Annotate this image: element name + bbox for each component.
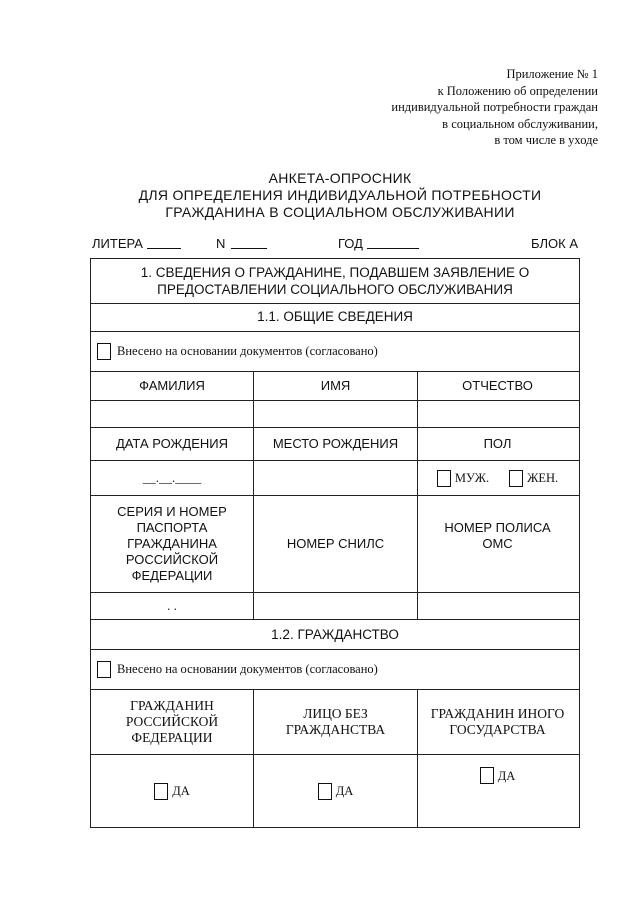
block-label: БЛОК А	[530, 236, 578, 251]
name-header-row	[91, 371, 579, 400]
header-name: ИМЯ	[253, 372, 417, 400]
documents-label: Внесено на основании документов (согласовано)	[117, 344, 378, 358]
passport-field[interactable]: . .	[167, 598, 177, 613]
header-line: ЛИЦО БЕЗ	[303, 706, 368, 721]
header-line: РОССИЙСКОЙ	[125, 714, 219, 729]
header-line: ФЕДЕРАЦИИ	[131, 730, 213, 745]
passport-line: СЕРИЯ И НОМЕР	[117, 504, 227, 519]
number-label: N	[216, 236, 226, 251]
header-foreign-citizen	[417, 690, 577, 754]
header-line: ГРАЖДАНИН	[130, 698, 214, 713]
documents-header-row	[91, 495, 579, 592]
oms-line: НОМЕР ПОЛИСА	[444, 520, 551, 535]
title-line: ДЛЯ ОПРЕДЕЛЕНИЯ ИНДИВИДУАЛЬНОЙ ПОТРЕБНОСТИ	[138, 187, 542, 203]
checkbox[interactable]	[509, 470, 523, 487]
appendix-line: к Положению об определении	[437, 83, 598, 98]
number-field[interactable]	[216, 236, 225, 251]
litera-field[interactable]	[92, 236, 143, 251]
questionnaire-form	[90, 258, 580, 828]
header-line: ГРАЖДАНИН ИНОГО	[430, 706, 565, 721]
documents-checkbox-row[interactable]	[91, 331, 579, 371]
section-1-title: ПРЕДОСТАВЛЕНИИ СОЦИАЛЬНОГО ОБСЛУЖИВАНИЯ	[157, 282, 513, 297]
section-1-title: 1. СВЕДЕНИЯ О ГРАЖДАНИНЕ, ПОДАВШЕМ ЗАЯВЛЕНИЕ О	[140, 265, 530, 280]
meta-row	[92, 236, 578, 252]
stateless-answer	[253, 755, 417, 827]
header-russian-citizen	[91, 690, 253, 754]
birth-date-field[interactable]: __.__.____	[142, 470, 202, 485]
header-stateless	[253, 690, 417, 754]
title-line: АНКЕТА-ОПРОСНИК	[268, 170, 412, 186]
header-line: ГОСУДАРСТВА	[449, 722, 546, 737]
documents-input-row	[91, 592, 579, 619]
checkbox[interactable]	[97, 343, 111, 360]
surname-field[interactable]	[91, 401, 253, 427]
header-line: ГРАЖДАНСТВА	[285, 722, 386, 737]
yes-label: ДА	[172, 784, 190, 798]
foreign-citizen-yes[interactable]	[480, 767, 516, 784]
title-line: ГРАЖДАНИНА В СОЦИАЛЬНОМ ОБСЛУЖИВАНИИ	[165, 204, 515, 220]
number-blank[interactable]	[231, 236, 267, 249]
sex-options	[417, 461, 577, 495]
russian-citizen-yes[interactable]	[154, 783, 190, 800]
documents-label: Внесено на основании документов (согласовано)	[117, 662, 378, 676]
citizenship-answer-row	[91, 754, 579, 827]
document-title	[60, 170, 620, 221]
patronymic-field[interactable]	[417, 401, 577, 427]
sex-male-option[interactable]	[437, 470, 489, 487]
checkbox[interactable]	[318, 783, 332, 800]
header-patronymic: ОТЧЕСТВО	[417, 372, 577, 400]
section-1-header	[91, 259, 579, 303]
oms-line: ОМС	[482, 536, 513, 551]
birth-input-row	[91, 460, 579, 495]
birth-header-row	[91, 427, 579, 460]
subsection-citizenship: 1.2. ГРАЖДАНСТВО	[91, 619, 579, 649]
checkbox[interactable]	[437, 470, 451, 487]
russian-citizen-answer	[91, 755, 253, 827]
appendix-line: в социальном обслуживании,	[442, 116, 598, 131]
header-passport	[91, 496, 253, 592]
yes-label: ДА	[335, 784, 354, 798]
litera-blank[interactable]	[147, 236, 181, 249]
header-snils: НОМЕР СНИЛС	[253, 496, 417, 592]
yes-label: ДА	[497, 768, 516, 783]
passport-line: РОССИЙСКОЙ	[125, 552, 219, 567]
subsection-general: 1.1. ОБЩИЕ СВЕДЕНИЯ	[91, 303, 579, 331]
passport-line: ПАСПОРТА	[136, 520, 208, 535]
snils-field[interactable]	[253, 593, 417, 619]
appendix-header	[391, 66, 598, 149]
appendix-line: Приложение № 1	[506, 67, 598, 81]
litera-label: ЛИТЕРА	[92, 236, 143, 251]
sex-male-label: МУЖ.	[454, 471, 490, 485]
name-input-row	[91, 400, 579, 427]
sex-female-label: ЖЕН.	[527, 471, 559, 485]
stateless-yes[interactable]	[318, 783, 354, 800]
year-blank[interactable]	[367, 236, 419, 249]
header-oms	[417, 496, 577, 592]
sex-female-option[interactable]	[509, 470, 558, 487]
name-field[interactable]	[253, 401, 417, 427]
appendix-line: индивидуальной потребности граждан	[391, 100, 598, 114]
appendix-line: в том числе в уходе	[494, 133, 598, 147]
header-birth-date: ДАТА РОЖДЕНИЯ	[115, 436, 229, 451]
checkbox[interactable]	[154, 783, 168, 800]
header-surname: ФАМИЛИЯ	[139, 378, 205, 393]
checkbox[interactable]	[480, 767, 494, 784]
header-sex: ПОЛ	[417, 428, 577, 460]
year-field[interactable]	[338, 236, 363, 251]
citizenship-header-row	[91, 689, 579, 754]
citizenship-documents-checkbox-row[interactable]	[91, 649, 579, 689]
passport-line: ГРАЖДАНИНА	[127, 536, 217, 551]
checkbox[interactable]	[97, 661, 111, 678]
year-label: ГОД	[338, 236, 363, 251]
birth-place-field[interactable]	[253, 461, 417, 495]
passport-line: ФЕДЕРАЦИИ	[131, 568, 213, 583]
oms-field[interactable]	[417, 593, 577, 619]
foreign-citizen-answer	[417, 755, 577, 827]
header-birth-place: МЕСТО РОЖДЕНИЯ	[253, 428, 417, 460]
